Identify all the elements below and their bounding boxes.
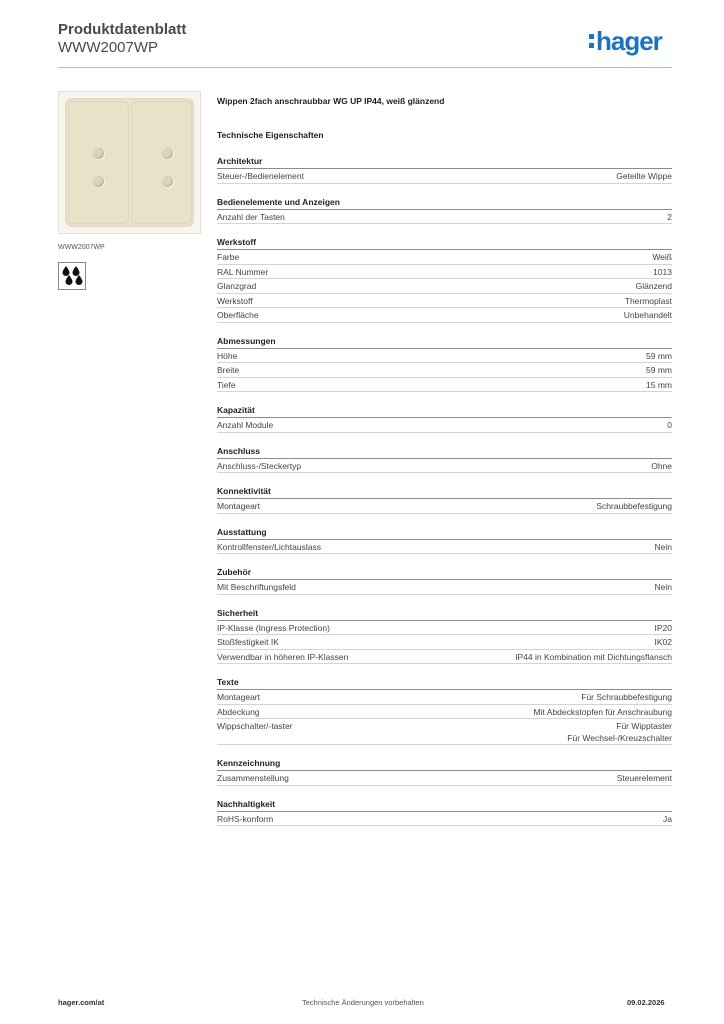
spec-value xyxy=(651,461,672,473)
spec-label: Werkstoff xyxy=(217,295,253,306)
spec-row xyxy=(217,279,672,294)
spec-section xyxy=(217,758,672,786)
logo-colon-icon xyxy=(589,34,594,52)
spec-label: RoHS-konform xyxy=(217,813,274,824)
spec-row xyxy=(217,363,672,378)
switch-cover-plate xyxy=(65,98,194,227)
section-heading: Anschluss xyxy=(217,446,672,459)
spec-label: Kontrollfenster/Lichtauslass xyxy=(217,541,321,552)
spec-label: Abdeckung xyxy=(217,706,260,717)
section-heading: Ausstattung xyxy=(217,527,672,540)
spec-value-line: 59 mm xyxy=(646,350,672,361)
spec-section xyxy=(217,567,672,595)
image-caption: WWW2007WP xyxy=(58,244,105,251)
logo-text: hager xyxy=(596,26,662,56)
rocker-bump xyxy=(93,148,104,159)
spec-row xyxy=(217,499,672,514)
spec-section xyxy=(217,799,672,827)
header-divider xyxy=(58,67,672,68)
hager-logo xyxy=(589,26,662,56)
section-heading: Texte xyxy=(217,677,672,690)
spec-value xyxy=(667,420,672,432)
spec-label: Glanzgrad xyxy=(217,281,257,291)
spec-row xyxy=(217,459,672,474)
left-rocker xyxy=(68,101,129,224)
section-heading: Werkstoff xyxy=(217,237,672,250)
spec-section xyxy=(217,446,672,474)
spec-section xyxy=(217,336,672,393)
spec-row xyxy=(217,540,672,555)
spec-row xyxy=(217,690,672,705)
spec-label: Wippschalter/-taster xyxy=(217,721,293,731)
spec-row xyxy=(217,265,672,280)
spec-label: Höhe xyxy=(217,350,238,361)
spec-row xyxy=(217,812,672,827)
spec-label: Montageart xyxy=(217,501,260,511)
spec-value-line: Thermoplast xyxy=(624,295,672,306)
spec-row xyxy=(217,349,672,364)
water-drops-icon xyxy=(58,262,86,290)
spec-row xyxy=(217,705,672,720)
spec-value-line: Für Schraubbefestigung xyxy=(581,692,672,702)
spec-value-line: Glänzend xyxy=(635,281,672,291)
rocker-bump xyxy=(162,176,173,187)
footer-date: 09.02.2026 xyxy=(627,998,665,1007)
spec-value-line: 2 xyxy=(667,211,672,222)
spec-section xyxy=(217,608,672,665)
spec-value xyxy=(655,542,672,554)
section-heading: Kennzeichnung xyxy=(217,758,672,771)
spec-sections xyxy=(217,156,672,826)
spec-value-line: 1013 xyxy=(653,266,672,277)
spec-label: Anzahl Module xyxy=(217,420,274,430)
spec-value-line: Geteilte Wippe xyxy=(616,171,672,181)
rocker-bump xyxy=(162,148,173,159)
spec-row xyxy=(217,250,672,265)
spec-value xyxy=(616,171,672,183)
section-heading: Kapazität xyxy=(217,405,672,418)
spec-value xyxy=(581,692,672,704)
spec-row xyxy=(217,580,672,595)
footer-disclaimer: Technische Änderungen vorbehalten xyxy=(302,998,424,1007)
spec-section xyxy=(217,527,672,555)
spec-label: Zusammenstellung xyxy=(217,773,289,783)
spec-value-line: IP20 xyxy=(654,622,672,633)
spec-row xyxy=(217,210,672,225)
document-title: Produktdatenblatt xyxy=(58,21,187,38)
spec-section xyxy=(217,156,672,184)
spec-value xyxy=(515,652,672,664)
spec-value xyxy=(646,365,672,377)
spec-value-line: IP44 in Kombination mit Dichtungsflansch xyxy=(515,651,672,662)
spec-value-line: Steuerelement xyxy=(616,773,672,783)
right-rocker xyxy=(131,101,192,224)
spec-value-line: Für Wipptaster xyxy=(616,721,672,731)
spec-section xyxy=(217,405,672,433)
spec-row xyxy=(217,308,672,323)
product-title: Wippen 2fach anschraubbar WG UP IP44, weiß glänzend xyxy=(217,96,445,106)
spec-value-line: Unbehandelt xyxy=(623,310,672,320)
spec-label: RAL Nummer xyxy=(217,266,269,277)
spec-value xyxy=(534,707,672,719)
spec-label: Farbe xyxy=(217,252,240,262)
section-heading: Sicherheit xyxy=(217,608,672,621)
spec-row xyxy=(217,719,672,745)
spec-value-line: Nein xyxy=(654,541,672,552)
section-heading: Bedienelemente und Anzeigen xyxy=(217,197,672,210)
spec-row xyxy=(217,169,672,184)
spec-value xyxy=(617,773,672,785)
spec-value xyxy=(567,721,672,744)
spec-value-line: Ohne xyxy=(651,460,672,471)
spec-row xyxy=(217,378,672,393)
section-heading: Abmessungen xyxy=(217,336,672,349)
spec-row xyxy=(217,650,672,665)
spec-label: Anschluss-/Steckertyp xyxy=(217,460,302,471)
spec-label: Montageart xyxy=(217,692,260,702)
spec-value xyxy=(636,281,672,293)
spec-row xyxy=(217,418,672,433)
spec-value xyxy=(667,212,672,224)
spec-value-line: Ja xyxy=(663,813,672,824)
section-heading: Architektur xyxy=(217,156,672,169)
spec-value-line: 0 xyxy=(667,420,672,430)
spec-value-line: Weiß xyxy=(652,252,672,262)
spec-value xyxy=(646,380,672,392)
spec-value xyxy=(655,623,673,635)
spec-value-line: IK02 xyxy=(654,637,672,647)
spec-label: IP-Klasse (Ingress Protection) xyxy=(217,622,330,633)
footer-website: hager.com/at xyxy=(58,998,105,1007)
spec-value xyxy=(655,637,673,649)
spec-label: Breite xyxy=(217,365,240,375)
spec-section xyxy=(217,237,672,323)
spec-value xyxy=(625,296,672,308)
spec-row xyxy=(217,635,672,650)
article-number: WWW2007WP xyxy=(58,39,159,56)
spec-value xyxy=(596,501,672,513)
spec-label: Steuer-/Bedienelement xyxy=(217,171,304,181)
spec-label: Anzahl der Tasten xyxy=(217,211,285,222)
spec-label: Verwendbar in höheren IP-Klassen xyxy=(217,651,349,662)
spec-value xyxy=(652,252,672,264)
product-data-content xyxy=(217,96,672,826)
spec-row xyxy=(217,294,672,309)
spec-row xyxy=(217,771,672,786)
spec-section xyxy=(217,486,672,514)
spec-value xyxy=(655,582,672,594)
spec-value xyxy=(624,310,672,322)
spec-label: Stoßfestigkeit IK xyxy=(217,637,279,647)
section-heading: Nachhaltigkeit xyxy=(217,799,672,812)
spec-label: Tiefe xyxy=(217,379,236,390)
spec-row xyxy=(217,621,672,636)
tech-heading: Technische Eigenschaften xyxy=(217,130,324,140)
section-heading: Zubehör xyxy=(217,567,672,580)
spec-section xyxy=(217,197,672,225)
spec-section xyxy=(217,677,672,745)
spec-value-line: Nein xyxy=(654,582,672,592)
rocker-bump xyxy=(93,176,104,187)
spec-value-line: 15 mm xyxy=(646,379,672,390)
section-heading: Konnektivität xyxy=(217,486,672,499)
product-image xyxy=(58,91,201,234)
spec-value-line: 59 mm xyxy=(646,365,672,375)
spec-value-line: Schraubbefestigung xyxy=(596,501,672,511)
spec-value-line: Mit Abdeckstopfen für Anschraubung xyxy=(533,706,672,717)
spec-value xyxy=(653,267,672,279)
spec-label: Mit Beschriftungsfeld xyxy=(217,582,296,592)
spec-value-line: Für Wechsel-/Kreuzschalter xyxy=(567,732,672,743)
spec-value xyxy=(646,351,672,363)
spec-value xyxy=(663,814,672,826)
spec-label: Oberfläche xyxy=(217,310,259,320)
